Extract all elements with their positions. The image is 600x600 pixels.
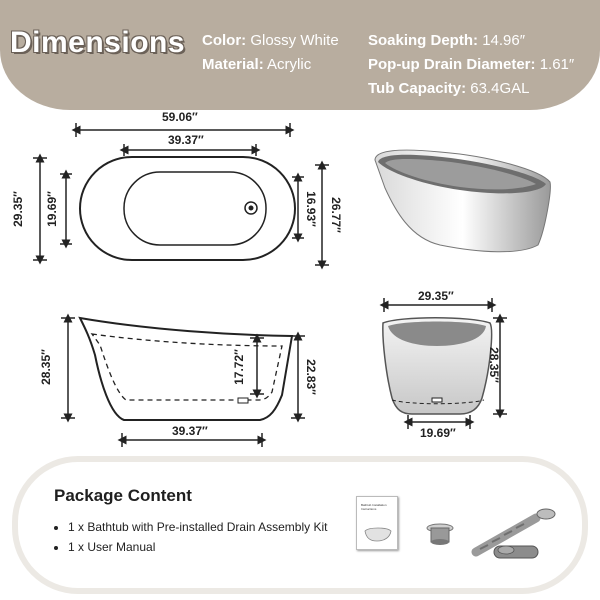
spec-drain-diameter: Pop-up Drain Diameter: 1.61″: [368, 56, 575, 73]
package-title: Package Content: [54, 486, 192, 505]
package-item-bathtub: 1 x Bathtub with Pre-installed Drain Assembly Kit: [54, 520, 327, 534]
top-overall-length-label: 59.06″: [162, 110, 198, 124]
end-top-width-label: 29.35″: [418, 289, 454, 303]
bullet-icon: [54, 526, 58, 530]
end-bottom-width-label: 19.69″: [420, 426, 456, 440]
side-height-label: 28.35″: [39, 349, 53, 385]
spec-tub-capacity: Tub Capacity: 63.4GAL: [368, 80, 530, 97]
drain-icon: [420, 520, 460, 560]
end-height-label: 28.35″: [487, 347, 501, 383]
side-right-height-label: 22.83″: [304, 359, 318, 395]
top-inner-length-label: 39.37″: [168, 133, 204, 147]
side-bottom-length-label: 39.37″: [172, 424, 208, 438]
package-item-manual: 1 x User Manual: [54, 540, 155, 554]
top-overall-width-label: 29.35″: [11, 191, 25, 227]
package-content-panel: [18, 462, 582, 588]
spec-material: Material: Acrylic: [202, 56, 312, 73]
drain-pipe-assembly-icon: [466, 502, 566, 562]
manual-tub-illustration-icon: [357, 497, 397, 549]
bullet-icon: [54, 546, 58, 550]
bathtub-render: [375, 150, 550, 252]
top-right-inner-label: 16.93″: [304, 191, 318, 227]
side-inner-depth-label: 17.72″: [232, 349, 246, 385]
top-inner-width-label: 19.69″: [45, 191, 59, 227]
user-manual-icon: [356, 496, 398, 550]
spec-soaking-depth: Soaking Depth: 14.96″: [368, 32, 526, 49]
spec-color: Color: Glossy White: [202, 32, 339, 49]
top-right-outer-label: 26.77″: [329, 197, 343, 233]
page-title: Dimensions: [10, 26, 186, 59]
manual-cover-text: Bathtub Installation Instructions: [361, 503, 387, 511]
